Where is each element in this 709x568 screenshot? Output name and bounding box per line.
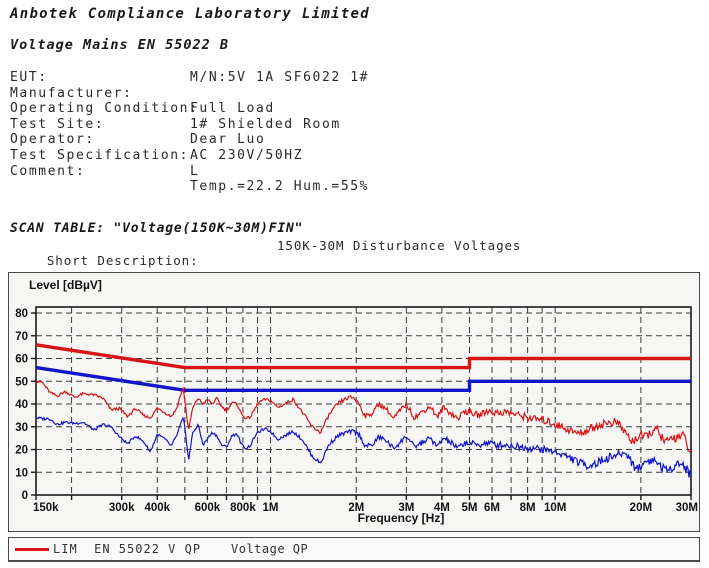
short-description-label: Short Description: [46,253,199,268]
y-tick-label: 30 [15,421,28,434]
info-label: Manufacturer: [10,85,133,101]
y-tick-label: 80 [15,308,28,320]
x-tick-label: 800k [230,502,256,514]
short-description-row [30,238,630,268]
limit-qp-line [36,345,691,368]
x-tick-label: 600k [194,502,221,514]
x-tick-label: 150k [33,502,59,514]
scan-table-heading: SCAN TABLE: "Voltage(150K~30M)FIN" [10,221,304,236]
info-value: 1# Shielded Room [190,116,341,132]
y-tick-label: 20 [15,444,28,457]
x-tick-label: 5M [461,502,478,514]
info-value: M/N:5V 1A SF6022 1# [190,70,370,85]
plot-frame [36,307,691,495]
x-tick-label: 4M [433,502,450,514]
limit-legend-label: LIM EN 55022 V QP [53,542,202,556]
x-tick-label: 8M [519,502,536,514]
x-axis-title: Frequency [Hz] [357,511,445,525]
x-tick-label: 1M [262,502,279,514]
x-tick-label: 6M [484,502,501,514]
y-tick-label: 60 [15,353,28,366]
x-tick-label: 300k [108,502,135,514]
limit-line-swatch [15,548,49,551]
chart-legend [8,537,700,562]
info-label: Test Site: [10,116,105,132]
level-chart-svg [9,273,698,530]
y-tick-label: 0 [21,490,28,502]
test-title: Voltage Mains EN 55022 B [10,37,230,53]
info-label: EUT: [10,70,48,85]
y-axis-title: Level [dBµV] [29,278,102,292]
info-row-comment [10,164,570,180]
y-tick-label: 70 [15,330,28,343]
x-tick-label: 10M [543,502,567,514]
level-chart [8,272,700,532]
x-tick-label: 2M [348,502,365,514]
info-label: Comment: [10,163,86,179]
info-value: Temp.=22.2 Hum.=55% [190,179,370,195]
x-tick-label: 20M [629,502,653,514]
y-tick-label: 40 [15,399,28,411]
info-row-operating-condition [10,101,570,117]
info-value: Full Load [190,101,275,117]
info-value: AC 230V/50HZ [190,147,304,163]
info-label: Operating Condition: [10,101,199,117]
trace-legend-label: Voltage QP [231,542,309,556]
test-info-table [10,70,570,195]
y-tick-label: 10 [15,467,28,480]
voltage-avg-trace [36,417,691,478]
short-description-value: 150K-30M Disturbance Voltages [277,238,522,253]
info-row-manufacturer [10,86,570,102]
info-row-temp-hum [10,179,570,195]
limit-avg-line [36,368,691,391]
x-tick-label: 400k [144,502,171,514]
info-value: Dear Luo [190,132,266,148]
x-tick-label: 30M [675,502,698,514]
info-value: L [190,163,200,179]
info-label: Test Specification: [10,147,190,163]
lab-name-title: Anbotek Compliance Laboratory Limited [10,6,370,22]
info-row-eut [10,70,570,86]
y-tick-label: 50 [15,376,28,389]
x-tick-label: 3M [398,502,415,514]
info-row-operator [10,132,570,148]
info-row-test-specification [10,148,570,164]
info-label: Operator: [10,132,95,148]
info-row-test-site [10,117,570,133]
